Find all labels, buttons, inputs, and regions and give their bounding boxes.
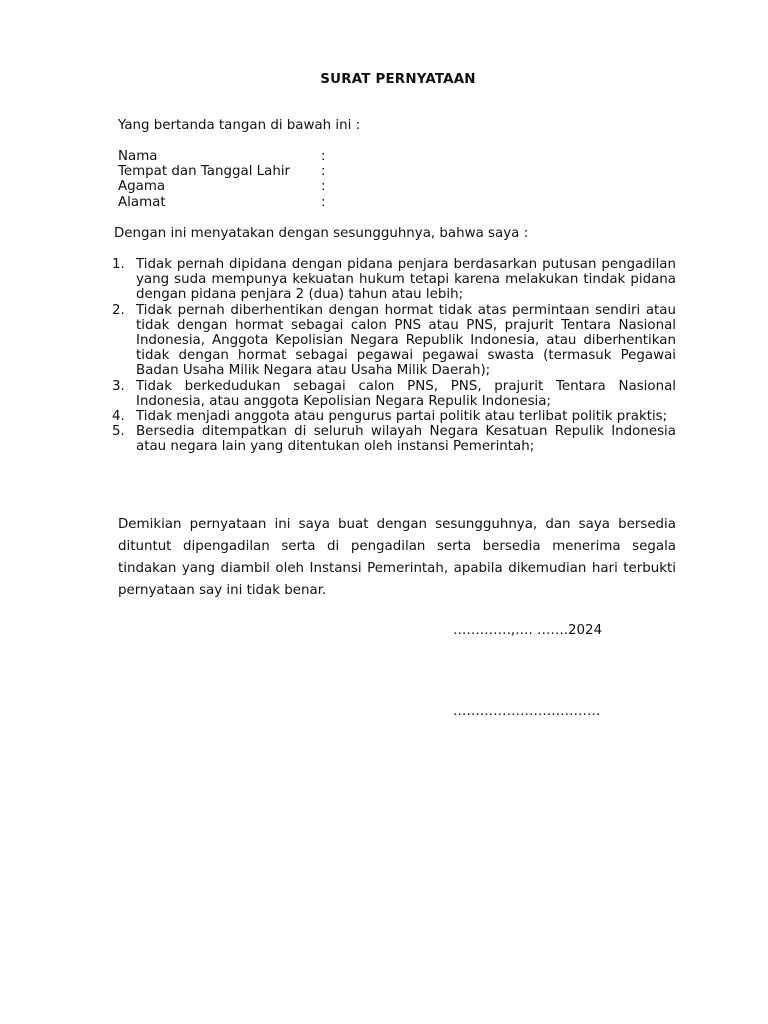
- list-number: 3.: [112, 378, 125, 394]
- field-label: Tempat dan Tanggal Lahir: [118, 164, 291, 180]
- field-row-alamat: [118, 195, 331, 210]
- list-item: [112, 257, 676, 303]
- field-row-nama: [118, 149, 331, 164]
- field-colon: :: [321, 164, 326, 180]
- list-number: 4.: [112, 409, 125, 425]
- list-text: Tidak berkedudukan sebagai calon PNS, PNS, prajurit Tentara Nasional Indonesia, atau anggota Kepolisian Negara Repulik Indonesia;: [136, 378, 676, 409]
- list-text: Tidak pernah diberhentikan dengan hormat tidak atas permintaan sendiri atau tidak dengan hormat sebagai calon PNS atau PNS, prajurit Tentara Nasional Indonesia, Anggota Kepolisian Negara Republik Indonesia, atau diberhentikan tidak dengan hormat sebagai pegawai pegawai swasta (termasuk Pegawai Badan Usaha Milik Negara atau Usaha Milik Daerah);: [136, 302, 676, 379]
- field-colon: :: [321, 179, 326, 195]
- list-text: Tidak pernah dipidana dengan pidana penjara berdasarkan putusan pengadilan yang suda mempunya kekuatan hukum tetapi karena melakukan tindak pidana dengan pidana penjara 2 (dua) tahun atau lebih;: [136, 257, 676, 303]
- list-text: Bersedia ditempatkan di seluruh wilayah Negara Kesatuan Repulik Indonesia atau negara lain yang ditentukan oleh instansi Pemerintah;: [136, 424, 676, 455]
- field-label: Nama: [118, 149, 158, 164]
- list-text: Tidak menjadi anggota atau pengurus partai politik atau terlibat politik praktis;: [136, 409, 668, 425]
- closing-paragraph: Demikian pernyataan ini saya buat dengan sesungguhnya, dan saya bersedia dituntut dipengadilan serta di pengadilan serta bersedia menerima segala tindakan yang diambil oleh Instansi Pemerintah, apabila dikemudian hari terbukti pernyataan say ini tidak benar.: [118, 517, 676, 598]
- list-number: 1.: [112, 257, 125, 272]
- list-number: 5.: [112, 424, 125, 440]
- identity-fields: [118, 149, 331, 210]
- field-label: Agama: [118, 179, 166, 195]
- field-row-agama: [118, 179, 331, 194]
- field-colon: :: [321, 149, 326, 164]
- list-number: 2.: [112, 302, 125, 318]
- list-item: [112, 303, 676, 379]
- field-label: Alamat: [118, 194, 166, 210]
- field-row-tempat-tanggal-lahir: [118, 164, 331, 179]
- list-item: [112, 409, 676, 424]
- intro-text: Yang bertanda tangan di bawah ini :: [118, 118, 361, 133]
- list-item: [112, 424, 676, 454]
- declaration-list: [112, 257, 676, 455]
- statement-text: Dengan ini menyatakan dengan sesungguhnya, bahwa saya :: [114, 226, 529, 241]
- signature-line: ……………………………: [453, 704, 601, 719]
- document-title: SURAT PERNYATAAN: [320, 72, 476, 87]
- field-colon: :: [321, 194, 326, 210]
- date-line: ………….,…. …….2024: [453, 623, 603, 638]
- list-item: [112, 379, 676, 409]
